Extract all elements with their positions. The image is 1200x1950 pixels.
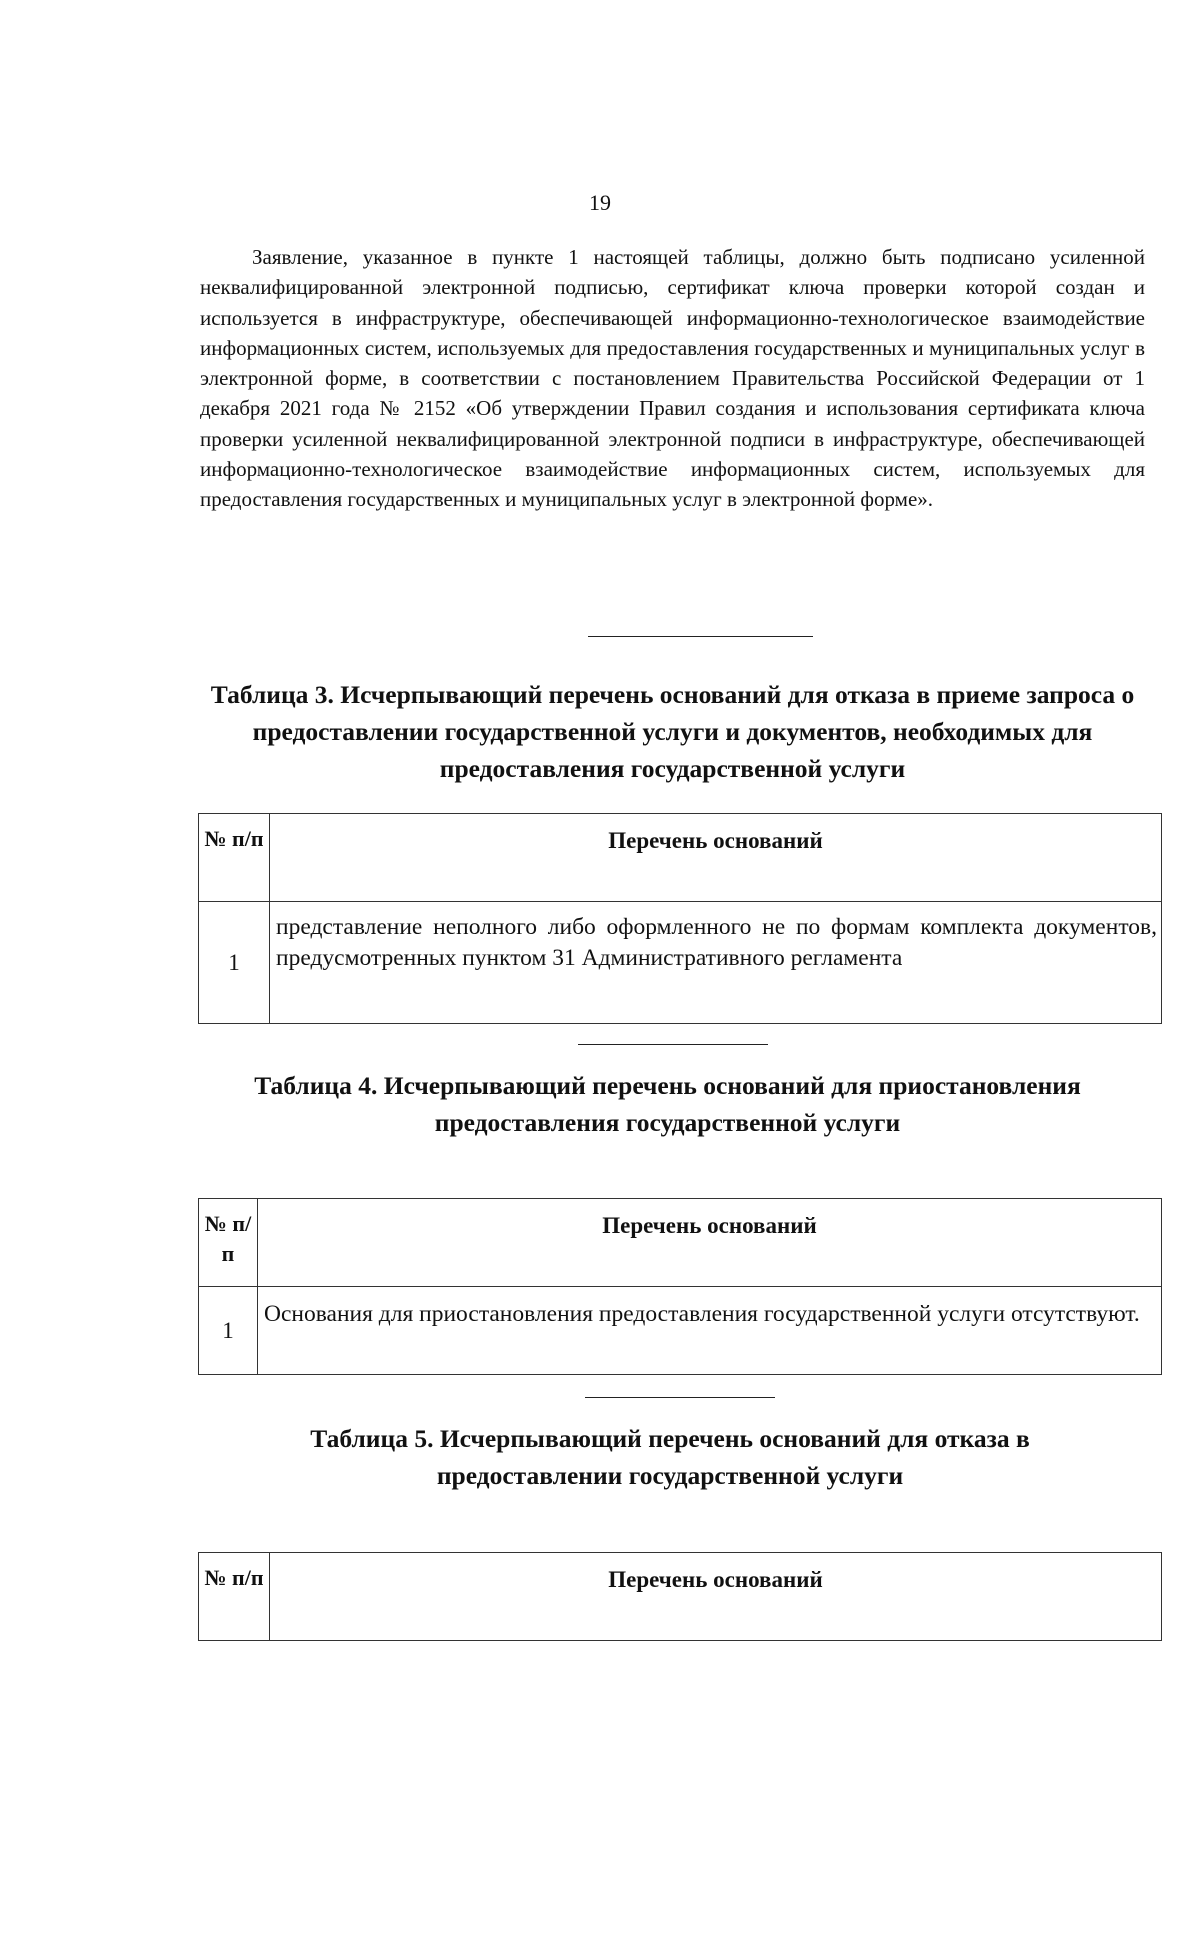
separator-line (588, 636, 813, 637)
table4-col-reasons-header: Перечень оснований (258, 1199, 1162, 1287)
table3 (198, 813, 1162, 1024)
table4-col-num-header: № п/п (199, 1199, 258, 1287)
body-paragraph: Заявление, указанное в пункте 1 настоящей таблицы, должно быть подписано усиленной неквалифицированной электронной подписью, сертификат ключа проверки которой создан и используется в инфраструктуре, обеспечивающей информационно-технологическое взаимодействие информационных систем, используемых для предоставления государственных и муниципальных услуг в электронной форме, в соответствии с постановлением Правительства Российской Федерации от 1 декабря 2021 года № 2152 «Об утверждении Правил создания и использования сертификата ключа проверки усиленной неквалифицированной электронной подписи в инфраструктуре, обеспечивающей информационно-технологическое взаимодействие информационных систем, используемых для предоставления государственных и муниципальных услуг в электронной форме». (200, 245, 1145, 512)
table4-title: Таблица 4. Исчерпывающий перечень оснований для приостановления предоставления государственной услуги (254, 1071, 1081, 1137)
table3-title: Таблица 3. Исчерпывающий перечень оснований для отказа в приеме запроса о предоставлении государственной услуги и документов, необходимых для предоставления государственной услуги (210, 680, 1135, 783)
table3-row-num: 1 (199, 902, 270, 1024)
table3-col-reasons-header: Перечень оснований (270, 814, 1162, 902)
page-number: 19 (589, 190, 611, 215)
table3-row-text: представление неполного либо оформленного не по формам комплекта документов, предусмотренных пунктом 31 Административного регламента (270, 902, 1162, 1024)
separator-line (578, 1044, 768, 1045)
table3-col-num-header: № п/п (199, 814, 270, 902)
table5-col-reasons-header: Перечень оснований (270, 1553, 1162, 1641)
table4 (198, 1198, 1162, 1375)
table4-row-num: 1 (199, 1287, 258, 1375)
table4-row-text: Основания для приостановления предоставления государственной услуги отсутствуют. (258, 1287, 1162, 1375)
table5-title: Таблица 5. Исчерпывающий перечень оснований для отказа в предоставлении государственной услуги (310, 1424, 1030, 1490)
table5-col-num-header: № п/п (199, 1553, 270, 1641)
separator-line (585, 1397, 775, 1398)
table5 (198, 1552, 1162, 1641)
